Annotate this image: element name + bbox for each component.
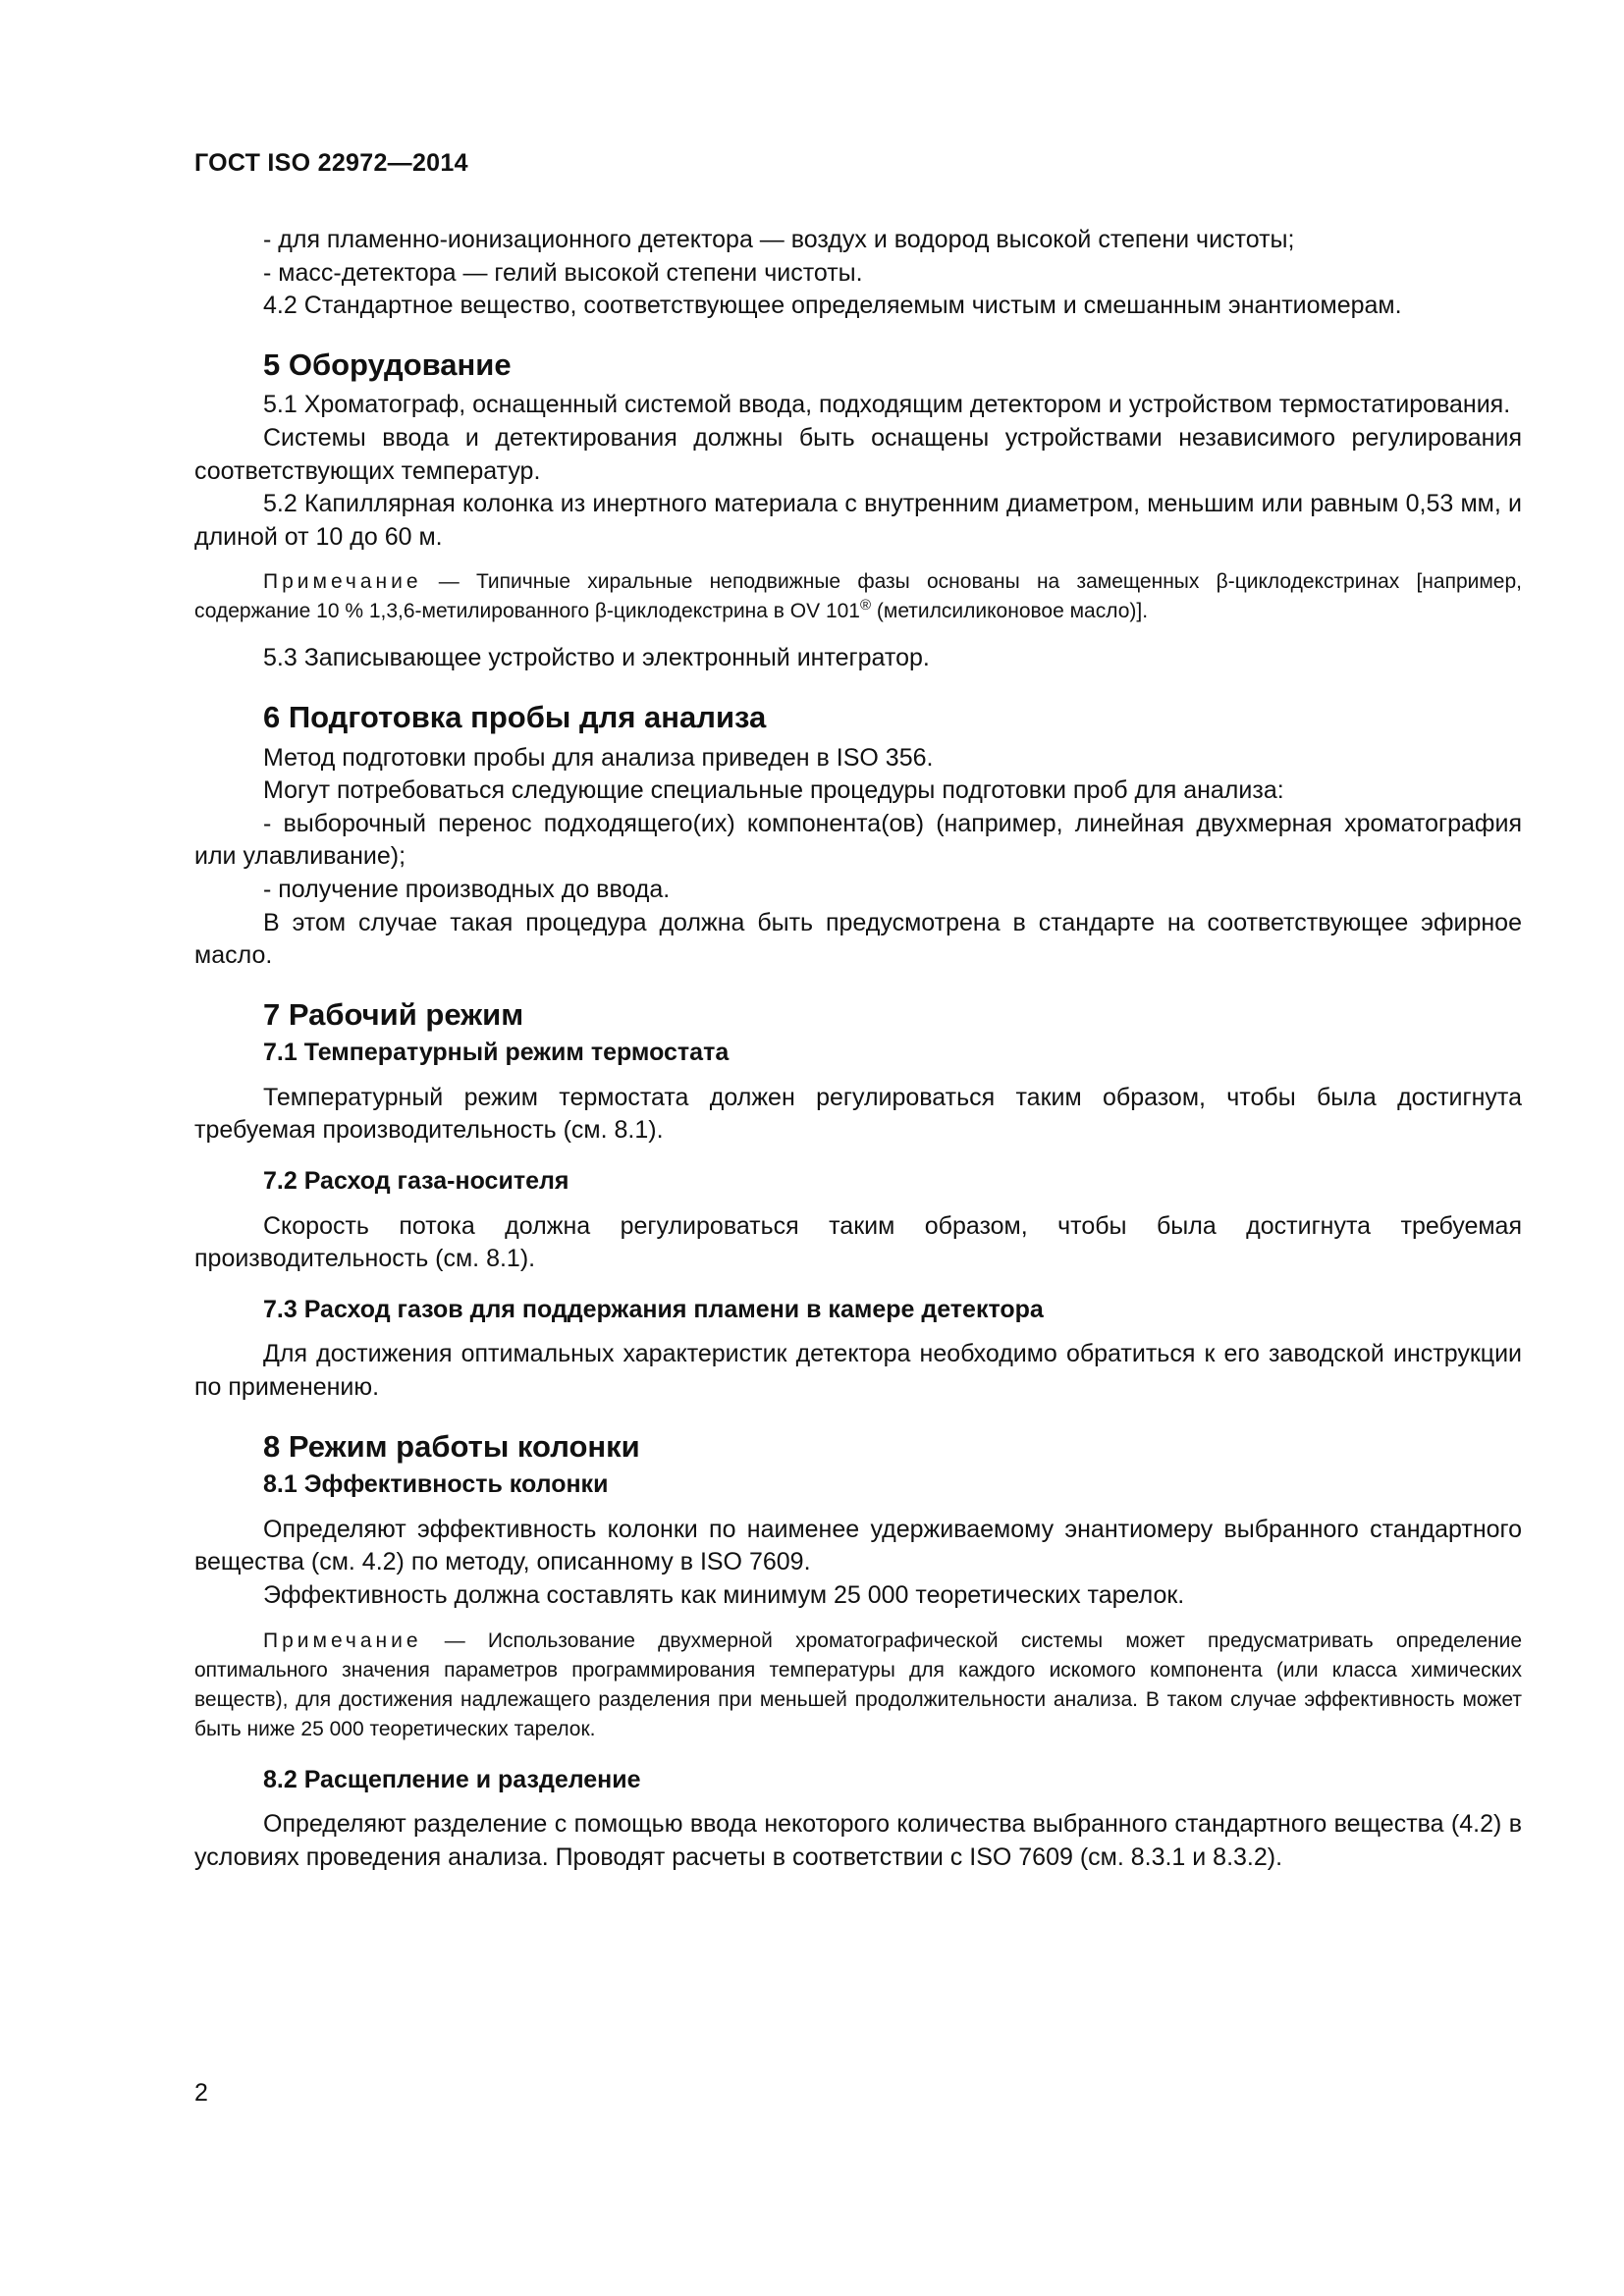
intro-line-3: 4.2 Стандартное вещество, соответствующее определяемым чистым и смешанным энантиомерам.: [263, 292, 1402, 320]
subsection-7-2-heading: 7.2 Расход газа-носителя: [263, 1167, 569, 1196]
s5-para-3: 5.2 Капиллярная колонка из инертного материала с внутренним диаметром, меньшим или равным 0,53 мм, и длиной от 10 до 60 м.: [194, 490, 1522, 551]
page-body: [194, 224, 1522, 1874]
s6-para-2: Могут потребоваться следующие специальные процедуры подготовки проб для анализа:: [263, 776, 1284, 805]
subsection-8-1-heading: 8.1 Эффективность колонки: [263, 1470, 609, 1499]
section-5-heading: 5 Оборудование: [263, 347, 512, 382]
s5-para-2: Системы ввода и детектирования должны быть оснащены устройствами независимого регулирования соответствующих температур.: [194, 423, 1522, 485]
note-label: Примечание: [263, 570, 422, 594]
s5-para-4: 5.3 Записывающее устройство и электронный интегратор.: [263, 644, 930, 672]
section-8-heading: 8 Режим работы колонки: [263, 1428, 640, 1464]
s8-note: [194, 1627, 1522, 1744]
note-text-a: — Типичные хиральные неподвижные фазы основаны на замещенных β-циклодекстринах [например, содержание 10 % 1,3,6-метилированного β-циклодекстрина в OV 101: [194, 570, 1522, 623]
s5-para-1: 5.1 Хроматограф, оснащенный системой ввода, подходящим детектором и устройством термостатирования.: [263, 391, 1511, 419]
note-label: Примечание: [263, 1629, 422, 1652]
s7-2-para: Скорость потока должна регулироваться таким образом, чтобы была достигнута требуемая производительность (см. 8.1).: [194, 1211, 1522, 1273]
section-7-heading: 7 Рабочий режим: [263, 996, 524, 1032]
s5-note: [194, 567, 1522, 626]
s8-1-para-2: Эффективность должна составлять как минимум 25 000 теоретических тарелок.: [263, 1581, 1185, 1609]
s7-3-para: Для достижения оптимальных характеристик детектора необходимо обратиться к его заводской инструкции по применению.: [194, 1340, 1522, 1402]
note-text-b: (метилсиликоновое масло)].: [871, 600, 1149, 623]
s8-1-para-1: Определяют эффективность колонки по наименее удерживаемому энантиомеру выбранного стандартного вещества (см. 4.2) по методу, описанному в ISO 7609.: [194, 1515, 1522, 1576]
page-number: 2: [194, 2079, 208, 2107]
s7-1-para: Температурный режим термостата должен регулироваться таким образом, чтобы была достигнута требуемая производительность (см. 8.1).: [194, 1083, 1522, 1145]
s6-para-5: В этом случае такая процедура должна быть предусмотрена в стандарте на соответствующее эфирное масло.: [194, 908, 1522, 970]
subsection-7-3-heading: 7.3 Расход газов для поддержания пламени в камере детектора: [263, 1295, 1044, 1323]
s6-para-1: Метод подготовки пробы для анализа приведен в ISO 356.: [263, 743, 934, 772]
intro-line-2: - масс-детектора — гелий высокой степени чистоты.: [263, 258, 863, 287]
subsection-8-2-heading: 8.2 Расщепление и разделение: [263, 1765, 641, 1793]
subsection-7-1-heading: 7.1 Температурный режим термостата: [263, 1039, 730, 1067]
s6-para-4: - получение производных до ввода.: [263, 875, 671, 903]
s8-2-para: Определяют разделение с помощью ввода некоторого количества выбранного стандартного вещества (4.2) в условиях проведения анализа. Проводят расчеты в соответствии с ISO 7609 (см. 8.3.1 и 8.3.2).: [194, 1810, 1522, 1871]
s6-para-3: - выборочный перенос подходящего(их) компонента(ов) (например, линейная двухмерная хроматография или улавливание);: [194, 809, 1522, 871]
section-6-heading: 6 Подготовка пробы для анализа: [263, 699, 767, 734]
intro-line-1: - для пламенно-ионизационного детектора — воздух и водород высокой степени чистоты;: [263, 226, 1295, 253]
note-text: — Использование двухмерной хроматографической системы может предусматривать определение оптимального значения параметров программирования температуры для каждого искомого компонента (или класса химических веществ), для достижения надлежащего разделения при меньшей продолжительности анализа. В таком случае эффективность может быть ниже 25 000 теоретических тарелок.: [194, 1629, 1522, 1740]
registered-mark: ®: [860, 597, 872, 614]
document-header: ГОСТ ISO 22972—2014: [194, 149, 468, 177]
